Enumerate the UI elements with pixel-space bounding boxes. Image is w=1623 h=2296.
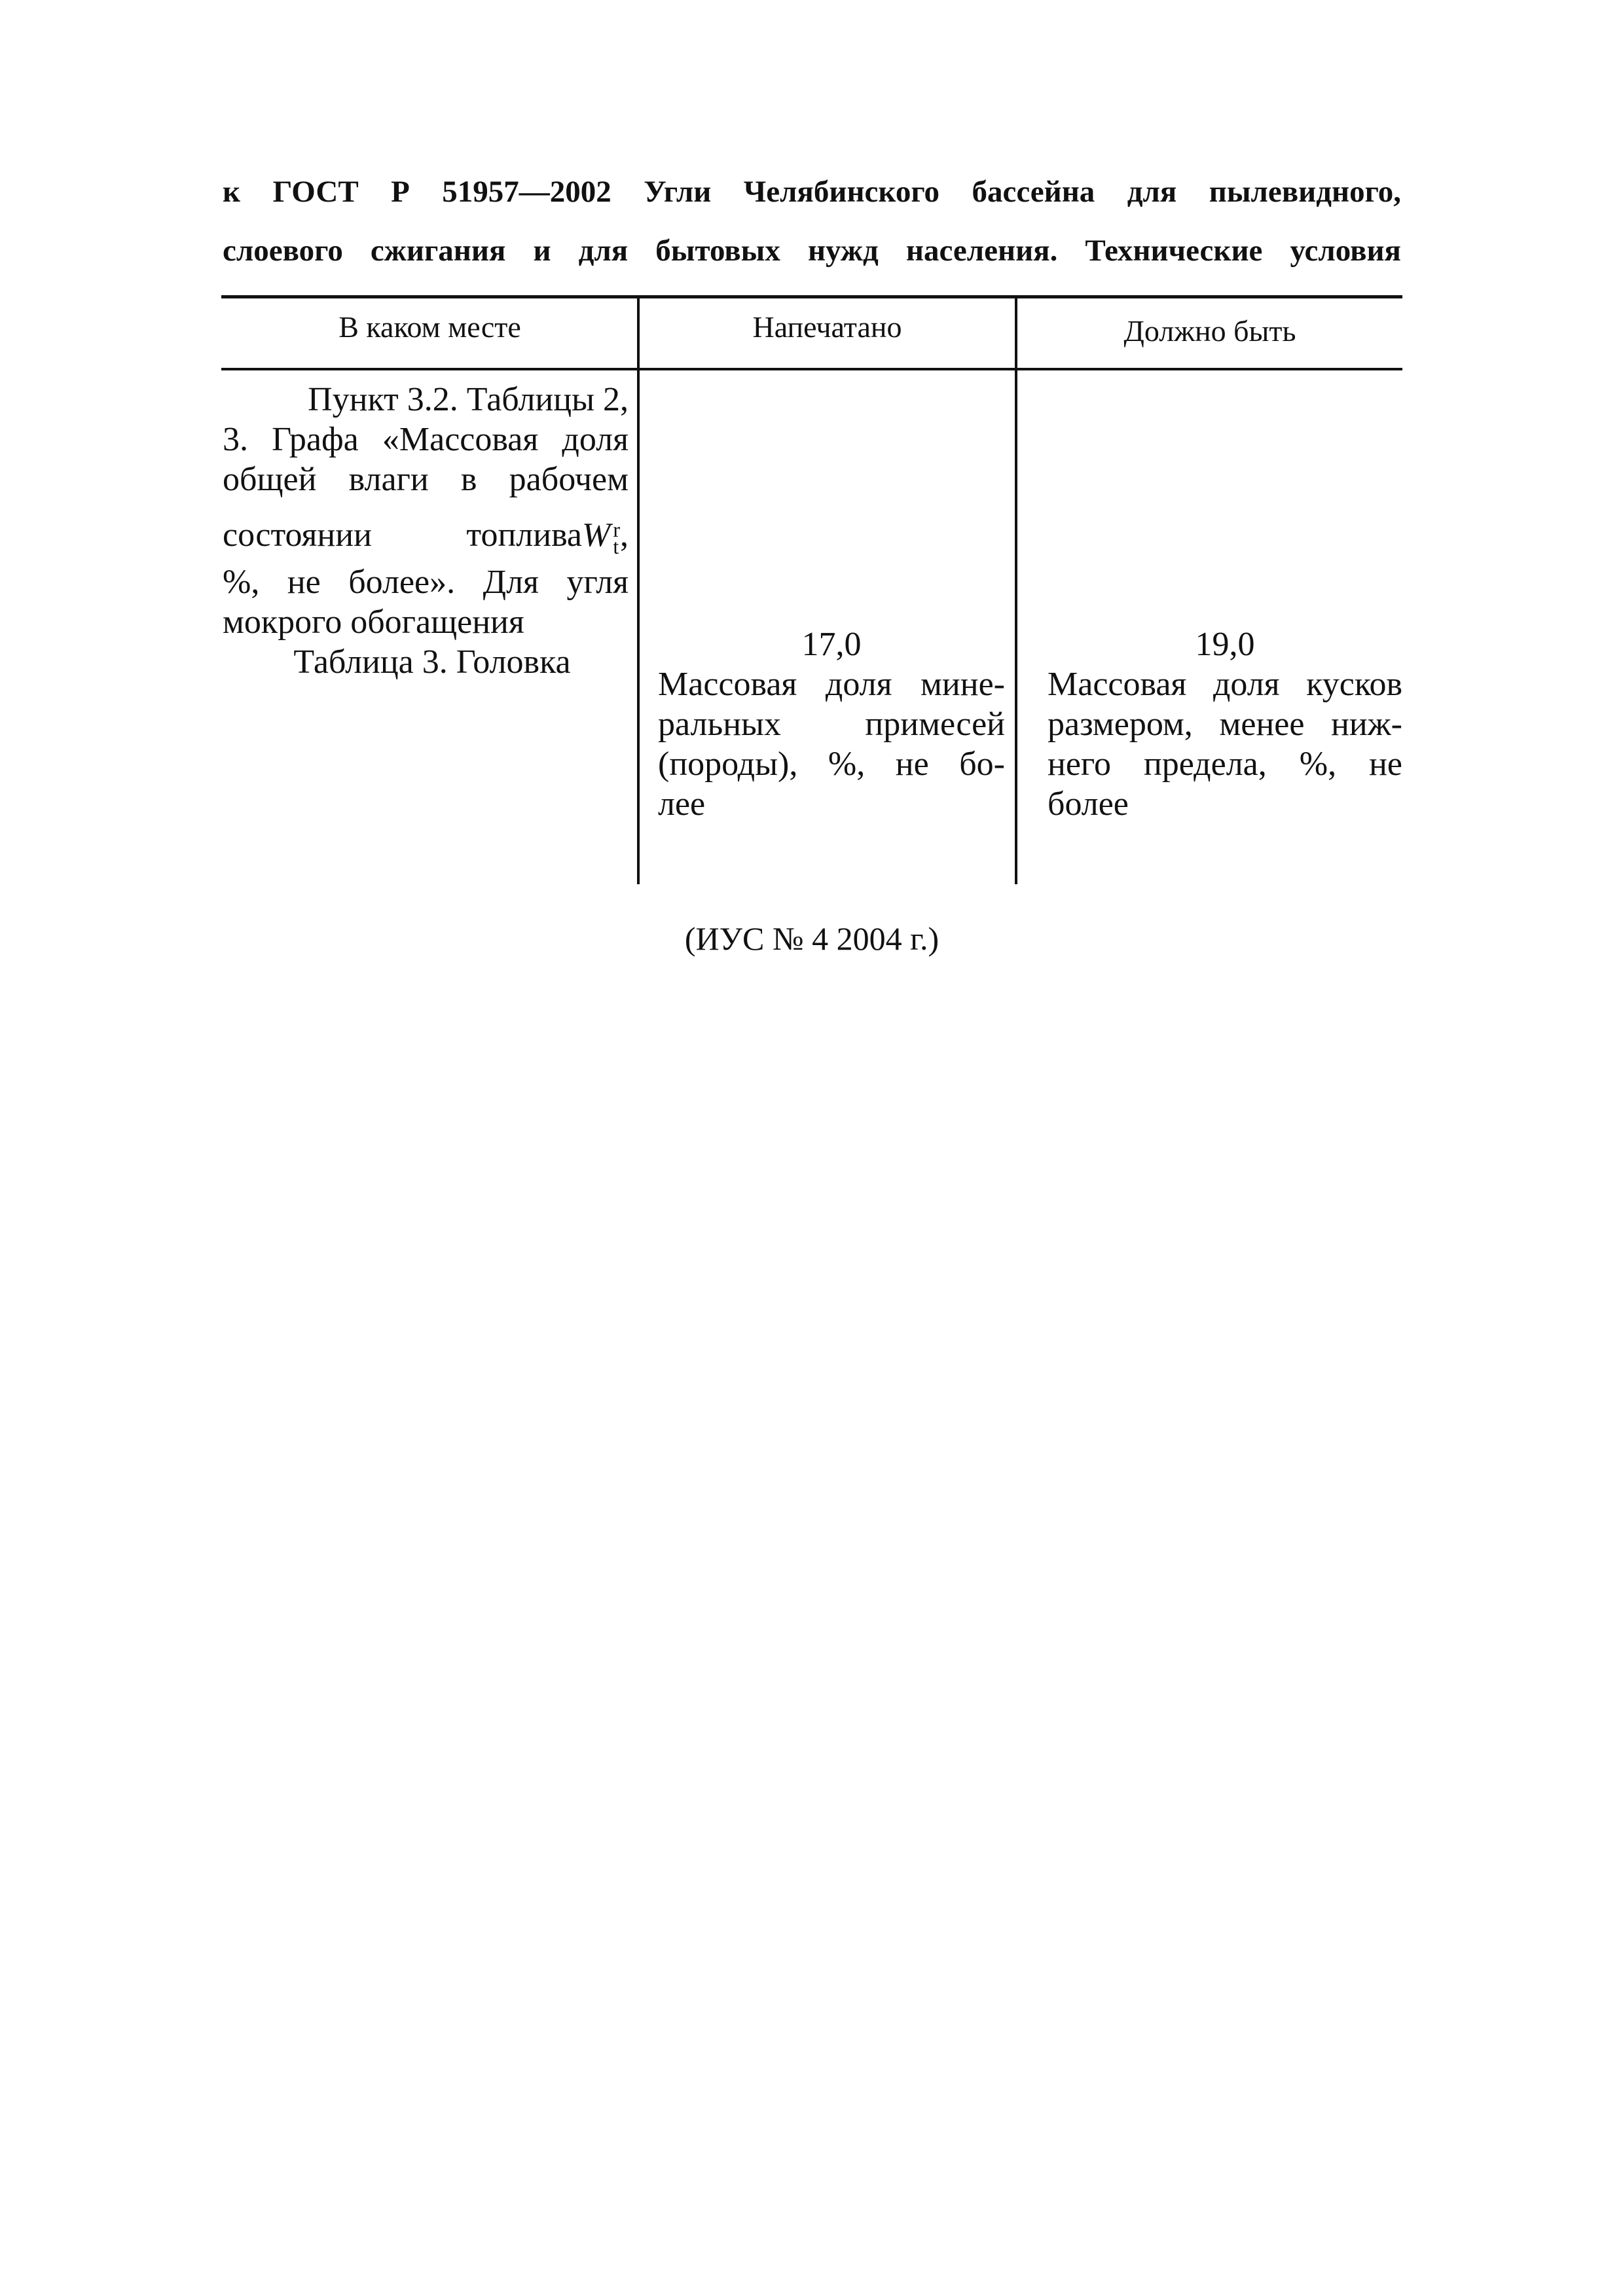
should-be-line-3: него предела, %, не <box>1048 745 1402 783</box>
header-printed: Напечатано <box>752 310 902 344</box>
moisture-superscript: r <box>613 518 620 542</box>
should-be-line-4: более <box>1048 785 1129 823</box>
moisture-subscript: t <box>613 535 619 559</box>
should-be-line-1: Массовая доля кусков <box>1048 666 1402 703</box>
printed-line-1: Массовая доля мине- <box>658 666 1005 703</box>
cell-location <box>223 380 629 682</box>
printed-line-3: (породы), %, не бо- <box>658 745 1005 783</box>
printed-value: 17,0 <box>801 626 862 663</box>
moisture-symbol: W <box>582 516 611 554</box>
location-line-4-text: состоянии топлива <box>223 516 583 554</box>
location-line-5: %, не более». Для угля <box>223 564 629 601</box>
source-note: (ИУС № 4 2004 г.) <box>684 920 939 957</box>
printed-line-2: ральных примесей <box>658 706 1005 743</box>
cell-should-be <box>1048 624 1402 824</box>
document-title <box>223 162 1401 280</box>
location-line-6: мокрого обогащения <box>223 603 524 641</box>
cell-printed <box>658 624 1005 824</box>
location-line-2: 3. Графа «Массовая доля <box>223 421 629 458</box>
title-line-1: к ГОСТ Р 51957—2002 Угли Челябинского бассейна для пылевидного, <box>223 175 1401 209</box>
table-top-rule <box>221 295 1402 298</box>
location-line-3: общей влаги в рабочем <box>223 461 629 498</box>
column-divider-1 <box>637 295 640 884</box>
table-header-rule <box>221 368 1402 370</box>
location-line-1: Пункт 3.2. Таблицы 2, <box>308 381 629 418</box>
should-be-value: 19,0 <box>1195 626 1255 663</box>
moisture-indices <box>613 518 620 559</box>
header-location: В каком месте <box>338 310 521 344</box>
header-should-be: Должно быть <box>1123 314 1296 348</box>
printed-line-4: лее <box>658 785 706 823</box>
column-divider-2 <box>1015 295 1017 884</box>
location-line-4-end: , <box>620 516 629 554</box>
title-line-2: слоевого сжигания и для бытовых нужд населения. Технические условия <box>223 234 1401 268</box>
location-line-7: Таблица 3. Головка <box>293 643 571 681</box>
location-line-4 <box>223 509 629 562</box>
should-be-line-2: размером, менее ниж- <box>1048 706 1402 743</box>
